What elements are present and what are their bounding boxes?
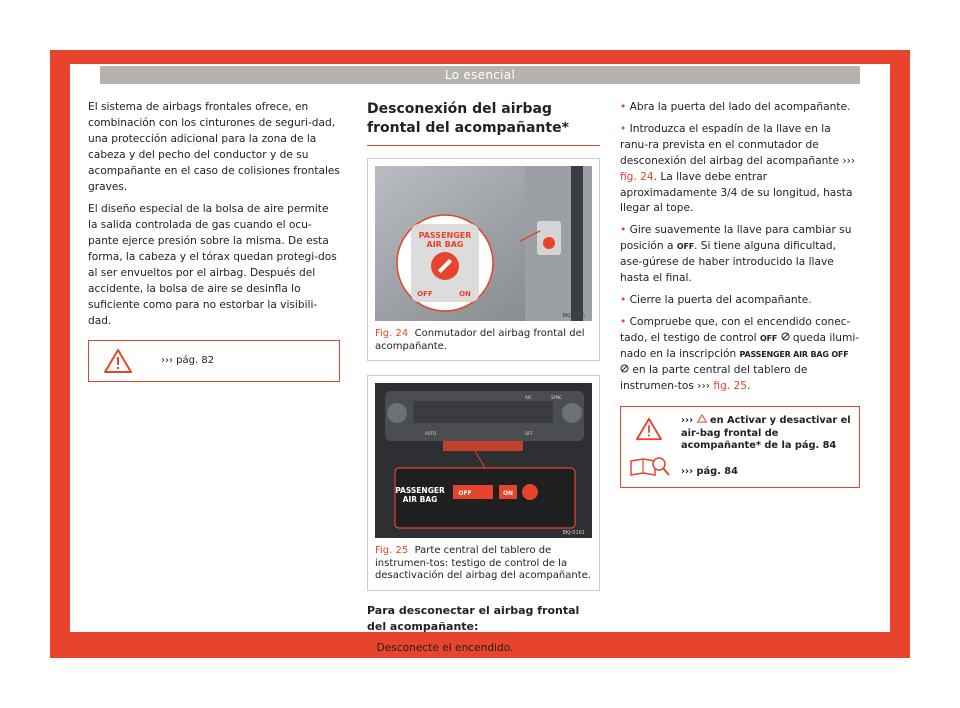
figure-24-caption-text: Conmutador del airbag frontal del acompañante. xyxy=(375,328,585,352)
step-4 xyxy=(620,223,860,287)
figure-25-code: BKJ-0161 xyxy=(562,530,585,536)
figure-25-caption xyxy=(368,545,599,590)
book-magnifier-icon xyxy=(629,455,671,485)
indicator-label-line2: AIR BAG xyxy=(402,495,438,504)
fig-24-link[interactable]: fig. 24 xyxy=(620,170,654,183)
warning-page-link[interactable]: ››› pág. 82 xyxy=(161,354,215,366)
section-header: Lo esencial xyxy=(100,66,860,84)
step-3-text-end: . La llave debe entrar aproximadamente 3/4 de su longitud, hasta llegar al tope. xyxy=(620,170,853,215)
page-number: 23 xyxy=(876,618,890,629)
step-1 xyxy=(367,641,600,657)
column-intro xyxy=(88,100,340,382)
bullet-dot: • xyxy=(620,224,627,237)
climate-sync-label: SYNC xyxy=(551,395,562,400)
bullet-dot: • xyxy=(620,122,627,135)
step-3-text: Introduzca el espadín de la llave en la ranu-ra prevista en el conmutador de desconexión del airbag del acompañante ››› xyxy=(620,122,856,167)
section-title: Desconexión del airbag frontal del acompañante* xyxy=(367,101,569,136)
step-6 xyxy=(620,315,860,395)
step-2-text: Abra la puerta del lado del acompañante. xyxy=(629,101,851,113)
step-6-text-mid: queda ilumi-nado en la inscripción xyxy=(620,331,860,360)
title-divider xyxy=(367,145,600,146)
bullet-dot: • xyxy=(367,641,374,654)
switch-on-label: ON xyxy=(459,290,471,298)
step-5 xyxy=(620,293,860,309)
notice-ref-1-text: en Activar y desactivar el air-bag frontal de acompañante* de la pág. 84 xyxy=(681,415,851,452)
step-6-text-end: en la parte central del tablero de instrumen-tos ››› xyxy=(620,363,808,392)
figure-25-caption-text: Parte central del tablero de instrumen-tos: testigo de control de la desactivación del airbag del acompañante. xyxy=(375,545,591,581)
warning-triangle-icon xyxy=(103,348,133,380)
figure-24-code: BKJ-0166 xyxy=(562,313,585,319)
indicator-off-label: OFF xyxy=(458,490,472,497)
bullet-dot: • xyxy=(620,315,627,328)
warning-box xyxy=(88,340,340,382)
step-5-text: Cierre la puerta del acompañante. xyxy=(629,293,812,306)
figure-24-image xyxy=(375,166,592,321)
airbag-off-icon xyxy=(781,332,790,344)
notice-ref-1-arrows: ››› xyxy=(681,415,694,427)
switch-label-line1: PASSENGER xyxy=(418,231,472,240)
warning-triangle-icon xyxy=(635,417,663,447)
switch-label-line2: AIR BAG xyxy=(426,240,464,249)
step-4-text-end: . Si tiene alguna dificultad, ase-gúrese de haber introducido la llave hasta el final. xyxy=(620,240,837,285)
indicator-on-label: ON xyxy=(502,490,514,497)
figure-24 xyxy=(367,158,600,361)
step-6-period: . xyxy=(747,379,751,392)
notice-ref-1[interactable] xyxy=(681,414,853,453)
climate-off-label: OFF xyxy=(525,431,533,436)
column-steps xyxy=(620,100,860,488)
passenger-airbag-off-label: PASSENGER AIR BAG OFF xyxy=(739,349,849,359)
bullet-dot: • xyxy=(620,101,627,113)
intro-paragraph-1: El sistema de airbags frontales ofrece, en combinación con los cinturones de seguri-dad, una protección adicional para la zona de la cabeza y del pecho del conductor y de su acompañante en el caso de colisiones frontales graves. xyxy=(88,101,340,193)
inline-warning-icon xyxy=(697,415,707,426)
bullet-dot: • xyxy=(620,293,627,306)
climate-auto-label: AUTO xyxy=(425,431,437,436)
notice-ref-2[interactable]: ››› pág. 84 xyxy=(681,466,738,478)
figure-24-label: Fig. 24 xyxy=(375,328,409,339)
figure-24-caption xyxy=(368,328,599,360)
step-6-text: Compruebe que, con el encendido conec-tado, el testigo de control xyxy=(620,315,851,344)
indicator-label-line1: PASSENGER xyxy=(395,486,445,495)
fig-25-link[interactable]: fig. 25 xyxy=(713,379,748,392)
column-airbag xyxy=(367,100,600,662)
figure-25-label: Fig. 25 xyxy=(375,545,409,556)
switch-off-label: OFF xyxy=(417,290,433,298)
figure-25-image xyxy=(375,383,592,538)
procedure-heading: Para desconectar el airbag frontal del acompañante: xyxy=(367,603,580,633)
intro-paragraph-2: El diseño especial de la bolsa de aire permite la salida controlada de gas cuando el ocu-pante ejerce presión sobre la misma. De esta forma, la cabeza y el tórax quedan protegi-dos al ser envueltos por el airbag. Después del accidente, la bolsa de aire se desinfla lo suficiente como para no estorbar la visibili-dad. xyxy=(88,203,337,327)
climate-ac-label: A/C xyxy=(525,395,532,400)
airbag-off-icon-2 xyxy=(620,364,629,376)
figure-25 xyxy=(367,375,600,591)
off-position-label: OFF xyxy=(676,242,695,252)
step-3 xyxy=(620,122,860,217)
off-indicator-label: OFF xyxy=(759,333,778,343)
step-1-text: Desconecte el encendido. xyxy=(376,641,514,654)
step-2 xyxy=(620,100,860,116)
notice-box xyxy=(620,406,860,488)
step-4-text: Gire suavemente la llave para cambiar su posición a xyxy=(620,224,852,253)
